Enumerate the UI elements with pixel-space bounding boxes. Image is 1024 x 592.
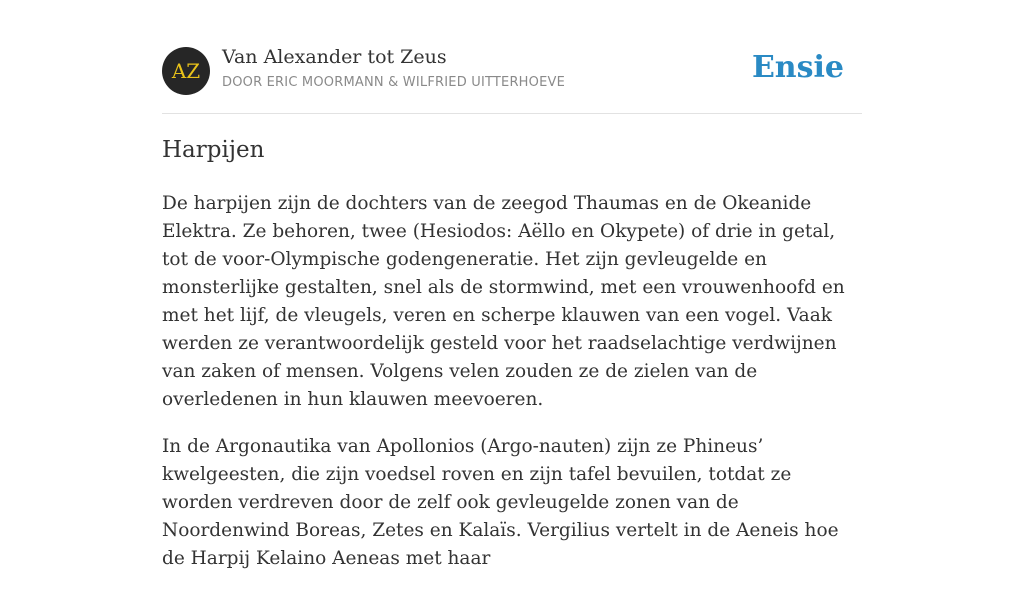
book-header: [162, 0, 862, 114]
book-title-link[interactable]: Van Alexander tot Zeus: [222, 46, 447, 68]
entry-page: [162, 0, 862, 569]
book-authors: DOOR ERIC MOORMANN & WILFRIED UITTERHOEVE: [222, 75, 566, 90]
entry-title: Harpijen: [162, 137, 265, 163]
book-avatar[interactable]: AZ: [162, 47, 210, 95]
paragraph: In de Argonautika van Apollonios (Argo-nauten) zijn ze Phineus’ kwelgeesten, die zijn voedsel roven en zijn tafel bevuilen, totdat ze worden verdreven door de zelf ook gevleugelde zonen van de Noordenwind Boreas, Zetes en Kalaïs. Vergilius vertelt in de Aeneis hoe de Harpij Kelaino Aeneas met haar: [162, 436, 839, 569]
ensie-logo[interactable]: Ensie: [751, 50, 844, 85]
paragraph: De harpijen zijn de dochters van de zeegod Thaumas en de Okeanide Elektra. Ze behoren, twee (Hesiodos: Aëllo en Okypete) of drie in getal, tot de voor-Olympische godengeneratie. Het zijn gevleugelde en monsterlijke gestalten, snel als de stormwind, met een vrouwenhoofd en met het lijf, de vleugels, veren en scherpe klauwen van een vogel. Vaak werden ze verantwoordelijk gesteld voor het raadselachtige verdwijnen van zaken of mensen. Volgens velen zouden ze de zielen van de overledenen in hun klauwen meevoeren.: [162, 193, 845, 410]
entry-body: [162, 190, 862, 592]
